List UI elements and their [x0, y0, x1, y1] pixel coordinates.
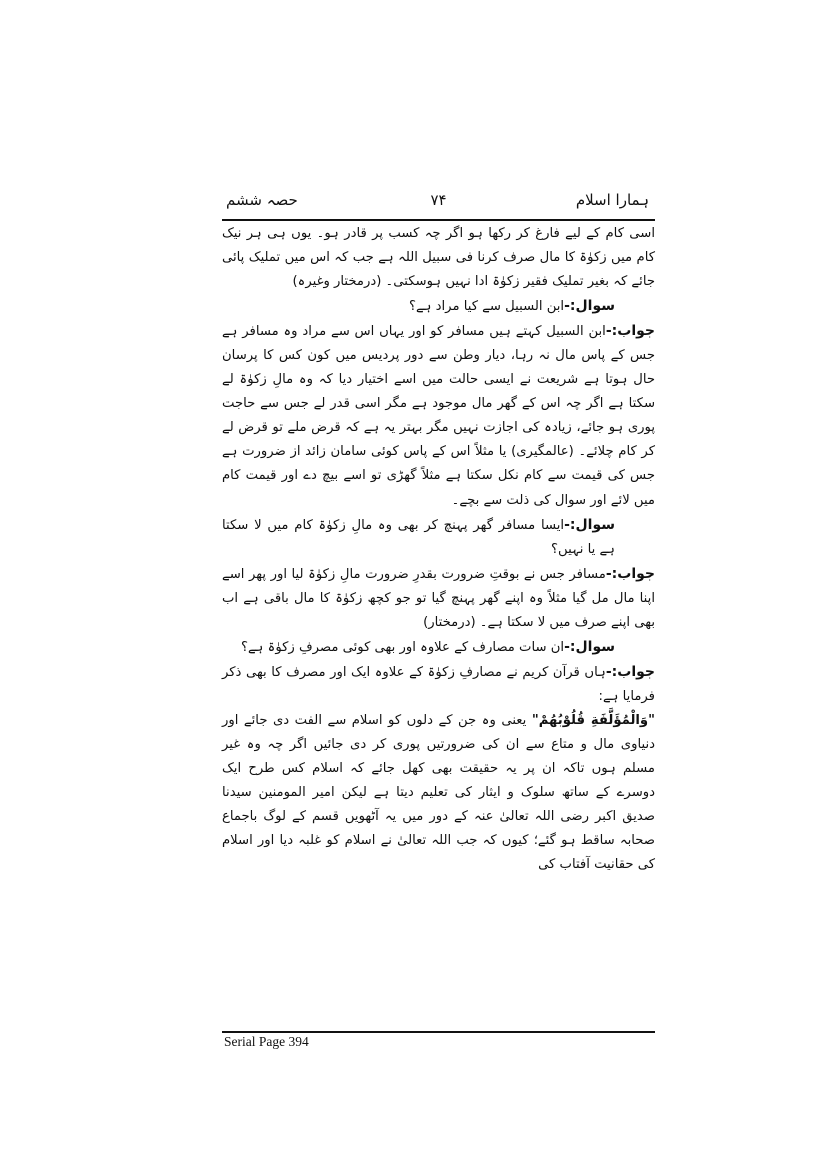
answer-text: ہاں قرآن کریم نے مصارفِ زکوٰۃ کے علاوہ ایک اور مصرف کا بھی ذکر فرمایا ہے: [222, 664, 655, 704]
answer-2 [222, 562, 655, 635]
header-rule [222, 219, 655, 221]
paragraph-intro: اسی کام کے لیے فارغ کر رکھا ہو اگر چہ کسب پر قادر ہو۔ یوں ہی ہر نیک کام میں زکوٰۃ کا مال صرف کرنا فی سبیل اللہ ہے جب کہ اس میں تملیک پائی جائے کہ بغیر تملیک فقیر زکوٰۃ ادا نہیں ہوسکتی۔ (درمختار وغیرہ) [222, 226, 655, 290]
answer-3 [222, 660, 655, 709]
page-body [222, 222, 655, 877]
question-label: سوال:- [564, 516, 615, 533]
book-title: ہمارا اسلام [575, 191, 649, 209]
quote-explanation: یعنی وہ جن کے دلوں کو اسلام سے الفت دی جائے اور دنیاوی مال و متاع سے ان کی ضرورتیں پوری کر دی جائیں اگر چہ وہ غیر مسلم ہوں تاکہ ان پر یہ حقیقت بھی کھل جائے کہ اسلام کس طرح ایک دوسرے کے ساتھ سلوک و ایثار کی تعلیم دیتا ہے لیکن امیر المومنین سیدنا صدیق اکبر رضی اللہ تعالیٰ عنہ کے دور میں یہ آٹھویں قسم کے لوگ باجماع صحابہ ساقط ہو گئے؛ کیوں کہ جب اللہ تعالیٰ نے اسلام کو غلبہ دیا اور اسلام کی حقانیت آفتاب کی [222, 712, 655, 873]
question-1 [222, 294, 655, 319]
answer-text: مسافر جس نے بوقتِ ضرورت بقدرِ ضرورت مالِ زکوٰۃ لیا اور پھر اسے اپنا مال مل گیا مثلاً وہ اپنے گھر پہنچ گیا تو جو کچھ زکوٰۃ کا مال باقی ہے اب بھی اپنے صرف میں لا سکتا ہے۔ (درمختار) [222, 566, 655, 630]
question-text: ایسا مسافر گھر پہنچ کر بھی وہ مالِ زکوٰۃ کام میں لا سکتا ہے یا نہیں؟ [222, 517, 615, 557]
footer-rule [222, 1031, 655, 1033]
serial-page: Serial Page 394 [224, 1034, 309, 1049]
answer-1 [222, 319, 655, 512]
question-2 [222, 513, 655, 562]
answer-label: جواب:- [605, 323, 655, 340]
answer-label: جواب:- [605, 565, 655, 582]
answer-label: جواب:- [605, 663, 655, 680]
page-number: ۷۴ [430, 191, 447, 209]
part-label: حصہ ششم [226, 191, 298, 209]
quote-paragraph [222, 709, 655, 877]
question-3 [222, 635, 655, 660]
answer-text: ابن السبیل کہتے ہیں مسافر کو اور یہاں اس سے مراد وہ مسافر ہے جس کے پاس مال نہ رہا، دیار وطن سے دور پردیس میں کون کس کا پرسان حال ہوتا ہے شریعت نے ایسی حالت میں اسے اختیار دیا کہ وہ مالِ زکوٰۃ لے سکتا ہے اگر چہ اس کے گھر مال موجود ہے مگر اسی قدر لے جس سے حاجت پوری ہو جائے، زیادہ کی اجازت نہیں مگر بہتر یہ ہے کہ قرض ملے تو قرض لے کر کام چلائے۔ (عالمگیری) یا مثلاً اس کے پاس کوئی سامان زائد از ضرورت ہے جس کی قیمت سے کام نکل سکتا ہے مثلاً گھڑی تو اسے بیچ دے اور قیمت کام میں لائے اور سوال کی ذلت سے بچے۔ [222, 324, 655, 508]
quran-quote: "وَالْمُؤَلَّفَةِ قُلُوْبُهُمْ" [531, 712, 655, 728]
question-text: ابن السبیل سے کیا مراد ہے؟ [408, 299, 565, 315]
question-label: سوال:- [564, 298, 615, 315]
question-label: سوال:- [564, 638, 615, 655]
page-header [222, 181, 655, 221]
question-text: ان سات مصارف کے علاوہ اور بھی کوئی مصرفِ زکوٰۃ ہے؟ [240, 639, 565, 655]
